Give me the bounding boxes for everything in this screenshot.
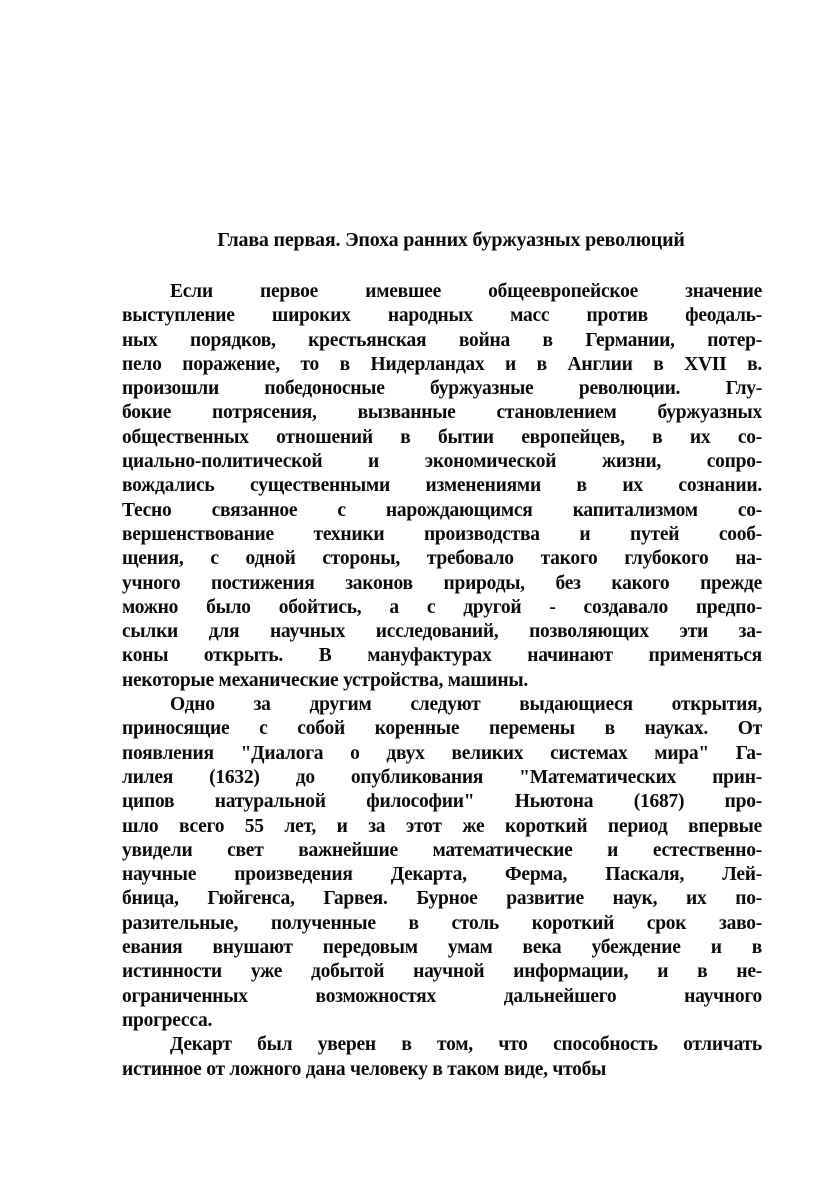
text-line: научные произведения Декарта, Ферма, Паскаля, Лей- <box>122 864 762 886</box>
text-line: учного постижения законов природы, без какого прежде <box>122 572 762 594</box>
paragraph <box>122 1033 762 1082</box>
text-line: произошли победоносные буржуазные революции. Глу- <box>122 378 762 400</box>
text-line: ограниченных возможностях дальнейшего научного <box>122 985 762 1007</box>
text-line: щения, с одной стороны, требовало такого глубокого на- <box>122 548 762 570</box>
text-line: истинное от ложного дана человеку в таком виде, чтобы <box>122 1058 607 1080</box>
text-line: шло всего 55 лет, и за этот же короткий период впервые <box>122 815 762 837</box>
paragraph <box>122 280 762 693</box>
text-line: Одно за другим следуют выдающиеся открытия, <box>170 694 762 716</box>
text-line: увидели свет важнейшие математические и естественно- <box>122 839 762 861</box>
text-line: общественных отношений в бытии европейцев, в их со- <box>122 426 762 448</box>
body-text <box>122 280 762 1082</box>
text-line: Тесно связанное с нарождающимся капитализмом со- <box>122 499 762 521</box>
text-line: выступление широких народных масс против феодаль- <box>122 305 762 327</box>
text-line: бница, Гюйгенса, Гарвея. Бурное развитие наук, их по- <box>122 888 762 910</box>
text-line: прогресса. <box>122 1009 213 1031</box>
text-line: сылки для научных исследований, позволяющих эти за- <box>122 621 762 643</box>
text-line: бокие потрясения, вызванные становлением буржуазных <box>122 402 762 424</box>
text-line: пело поражение, то в Нидерландах и в Англии в XVII в. <box>122 353 762 375</box>
text-line: циально-политической и экономической жизни, сопро- <box>122 451 762 473</box>
text-line: можно было обойтись, а с другой - создавало предпо- <box>122 596 762 618</box>
text-line: Декарт был уверен в том, что способность отличать <box>170 1034 762 1056</box>
text-line: коны открыть. В мануфактурах начинают применяться <box>122 645 762 667</box>
text-line: вождались существенными изменениями в их сознании. <box>122 475 762 497</box>
text-line: истинности уже добытой научной информации, и в не- <box>122 961 762 983</box>
chapter-title: Глава первая. Эпоха ранних буржуазных революций <box>217 229 685 251</box>
text-line: евания внушают передовым умам века убеждение и в <box>122 937 762 959</box>
text-line: некоторые механические устройства, машины. <box>122 669 528 691</box>
text-block <box>122 228 762 1082</box>
text-line: появления "Диалога о двух великих системах мира" Га- <box>122 742 762 764</box>
text-line: вершенствование техники производства и путей сооб- <box>122 523 762 545</box>
text-line: ципов натуральной философии" Ньютона (1687) про- <box>122 791 762 813</box>
text-line: Если первое имевшее общеевропейское значение <box>170 281 762 302</box>
text-line: лилея (1632) до опубликования "Математических прин- <box>122 766 762 788</box>
text-line: приносящие с собой коренные перемены в науках. От <box>122 718 762 740</box>
paragraph <box>122 693 762 1033</box>
text-line: ных порядков, крестьянская война в Германии, потер- <box>122 329 762 351</box>
text-line: разительные, полученные в столь короткий срок заво- <box>122 912 762 934</box>
